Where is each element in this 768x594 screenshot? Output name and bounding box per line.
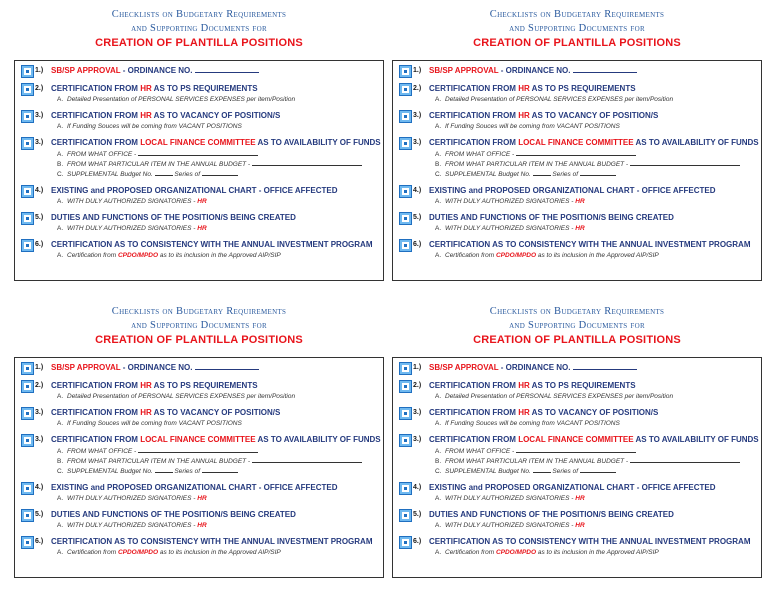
item-title: DUTIES AND FUNCTIONS OF THE POSITION/S BEING CREATED <box>51 510 296 519</box>
checklist-item-1 <box>21 362 377 374</box>
header-line-1: Checklists on Budgetary Requirements <box>489 9 665 20</box>
checklist-item-3 <box>399 407 755 428</box>
item-title: CERTIFICATION FROM HR AS TO PS REQUIREMENTS <box>429 381 636 390</box>
checklist-item-7 <box>399 239 755 260</box>
header-line-1: Checklists on Budgetary Requirements <box>111 306 287 317</box>
checklist-box <box>14 357 384 578</box>
item-sub-a: A. If Funding Souces will be coming from VACANT POSITIONS <box>57 123 242 130</box>
checklist-panel-top-left <box>14 8 384 281</box>
header-line-3: CREATION OF PLANTILLA POSITIONS <box>95 37 303 49</box>
item-number: 3.) <box>413 409 422 416</box>
checklist-item-4 <box>399 434 759 476</box>
item-number: 6.) <box>413 241 422 248</box>
item-sub-a: A. Certification from CPDO/MPDO as to its inclusion in the Approved AIP/SIP <box>435 252 659 259</box>
item-title: DUTIES AND FUNCTIONS OF THE POSITION/S BEING CREATED <box>429 510 674 519</box>
header-line-3: CREATION OF PLANTILLA POSITIONS <box>473 37 681 49</box>
item-number: 1.) <box>35 67 44 74</box>
item-number: 1.) <box>413 364 422 371</box>
blank-line <box>155 466 173 473</box>
checkbox-icon[interactable] <box>21 509 34 522</box>
item-sub-b: B. FROM WHAT PARTICULAR ITEM IN THE ANNUAL BUDGET - <box>51 159 377 169</box>
checkbox-icon[interactable] <box>399 407 412 420</box>
item-sub-a: A. If Funding Souces will be coming from VACANT POSITIONS <box>435 123 620 130</box>
item-sub-a: A. WITH DULY AUTHORIZED SIGNATORIES - HR <box>57 522 207 529</box>
item-number: 3.) <box>35 112 44 119</box>
checkbox-icon[interactable] <box>399 110 412 123</box>
item-number: 2.) <box>413 382 422 389</box>
item-number: 4.) <box>35 187 44 194</box>
checklist-item-6 <box>399 212 755 233</box>
item-sub-c: C. SUPPLEMENTAL Budget No. Series of <box>51 466 377 476</box>
item-number: 3.) <box>413 436 422 443</box>
checkbox-icon[interactable] <box>399 509 412 522</box>
checklist-item-4 <box>21 434 381 476</box>
checklist-item-3 <box>399 110 755 131</box>
blank-line <box>533 169 551 176</box>
checklist-item-1 <box>399 65 755 77</box>
checklist-header <box>14 305 384 347</box>
item-number: 3.) <box>413 112 422 119</box>
blank-line <box>630 456 740 463</box>
blank-line <box>580 466 616 473</box>
blank-line <box>202 169 238 176</box>
checkbox-icon[interactable] <box>399 65 412 78</box>
checklist-box <box>392 60 762 281</box>
blank-line <box>252 456 362 463</box>
checkbox-icon[interactable] <box>21 83 34 96</box>
item-sub-a: A. If Funding Souces will be coming from VACANT POSITIONS <box>57 420 242 427</box>
checklist-item-7 <box>399 536 755 557</box>
item-number: 6.) <box>413 538 422 545</box>
header-line-2: and Supporting Documents for <box>509 320 645 331</box>
item-title: CERTIFICATION FROM HR AS TO VACANCY OF POSITION/S <box>51 111 281 120</box>
item-number: 2.) <box>35 382 44 389</box>
checklist-panel-top-right <box>392 8 762 281</box>
item-number: 2.) <box>35 85 44 92</box>
checklist-item-7 <box>21 239 377 260</box>
item-sub-a: A. FROM WHAT OFFICE - <box>51 446 377 456</box>
checkbox-icon[interactable] <box>21 110 34 123</box>
item-title: CERTIFICATION AS TO CONSISTENCY WITH THE ANNUAL INVESTMENT PROGRAM <box>429 240 751 249</box>
item-sub-a: A. Detailed Presentation of PERSONAL SERVICES EXPENSES per item/Position <box>435 393 674 400</box>
checklist-header <box>392 305 762 347</box>
item-number: 3.) <box>35 436 44 443</box>
checklist-item-5 <box>21 482 377 503</box>
item-number: 5.) <box>35 511 44 518</box>
checklist-item-5 <box>399 185 755 206</box>
item-title: SB/SP APPROVAL - ORDINANCE NO. <box>51 65 377 77</box>
item-title: SB/SP APPROVAL - ORDINANCE NO. <box>51 362 377 374</box>
checklist-item-5 <box>399 482 755 503</box>
blank-line <box>573 362 637 370</box>
checkbox-icon[interactable] <box>21 239 34 252</box>
item-sub-a: A. WITH DULY AUTHORIZED SIGNATORIES - HR <box>57 495 207 502</box>
item-number: 6.) <box>35 241 44 248</box>
checklist-item-4 <box>399 137 759 179</box>
checkbox-icon[interactable] <box>399 362 412 375</box>
checklist-box <box>392 357 762 578</box>
checklist-panel-bottom-right <box>392 305 762 578</box>
item-sub-a: A. Certification from CPDO/MPDO as to its inclusion in the Approved AIP/SIP <box>57 252 281 259</box>
checkbox-icon[interactable] <box>399 239 412 252</box>
checkbox-icon[interactable] <box>399 482 412 495</box>
item-number: 2.) <box>413 85 422 92</box>
item-title: EXISTING and PROPOSED ORGANIZATIONAL CHART - OFFICE AFFECTED <box>51 186 338 195</box>
item-sub-a: A. FROM WHAT OFFICE - <box>429 446 755 456</box>
checklist-item-4 <box>21 137 381 179</box>
checkbox-icon[interactable] <box>399 83 412 96</box>
item-sub-a: A. Detailed Presentation of PERSONAL SERVICES EXPENSES per item/Position <box>435 96 674 103</box>
header-line-3: CREATION OF PLANTILLA POSITIONS <box>473 334 681 346</box>
item-sub-a: A. WITH DULY AUTHORIZED SIGNATORIES - HR <box>57 198 207 205</box>
item-number: 4.) <box>413 484 422 491</box>
item-title: CERTIFICATION FROM LOCAL FINANCE COMMITTEE AS TO AVAILABILITY OF FUNDS <box>429 138 759 147</box>
checklist-item-5 <box>21 185 377 206</box>
item-sub-a: A. WITH DULY AUTHORIZED SIGNATORIES - HR <box>57 225 207 232</box>
item-title: CERTIFICATION AS TO CONSISTENCY WITH THE ANNUAL INVESTMENT PROGRAM <box>51 240 373 249</box>
item-title: CERTIFICATION FROM HR AS TO VACANCY OF POSITION/S <box>51 408 281 417</box>
checkbox-icon[interactable] <box>399 536 412 549</box>
checkbox-icon[interactable] <box>21 137 34 150</box>
checkbox-icon[interactable] <box>399 380 412 393</box>
checkbox-icon[interactable] <box>21 482 34 495</box>
item-sub-c: C. SUPPLEMENTAL Budget No. Series of <box>51 169 377 179</box>
checklist-item-6 <box>21 509 377 530</box>
item-sub-b: B. FROM WHAT PARTICULAR ITEM IN THE ANNUAL BUDGET - <box>429 456 755 466</box>
checklist-header <box>14 8 384 50</box>
checkbox-icon[interactable] <box>21 65 34 78</box>
blank-line <box>155 169 173 176</box>
item-title: CERTIFICATION FROM LOCAL FINANCE COMMITTEE AS TO AVAILABILITY OF FUNDS <box>429 435 759 444</box>
checklist-item-2 <box>21 380 377 401</box>
item-title: CERTIFICATION FROM HR AS TO VACANCY OF POSITION/S <box>429 111 659 120</box>
checkbox-icon[interactable] <box>21 407 34 420</box>
item-sub-b: B. FROM WHAT PARTICULAR ITEM IN THE ANNUAL BUDGET - <box>51 456 377 466</box>
item-title: CERTIFICATION AS TO CONSISTENCY WITH THE ANNUAL INVESTMENT PROGRAM <box>51 537 373 546</box>
item-title: SB/SP APPROVAL - ORDINANCE NO. <box>429 362 755 374</box>
blank-line <box>252 159 362 166</box>
blank-line <box>202 466 238 473</box>
checklist-item-2 <box>399 83 755 104</box>
item-sub-a: A. WITH DULY AUTHORIZED SIGNATORIES - HR <box>435 522 585 529</box>
item-sub-b: B. FROM WHAT PARTICULAR ITEM IN THE ANNUAL BUDGET - <box>429 159 755 169</box>
item-title: SB/SP APPROVAL - ORDINANCE NO. <box>429 65 755 77</box>
blank-line <box>573 65 637 73</box>
checkbox-icon[interactable] <box>21 434 34 447</box>
item-sub-c: C. SUPPLEMENTAL Budget No. Series of <box>429 169 755 179</box>
item-title: EXISTING and PROPOSED ORGANIZATIONAL CHART - OFFICE AFFECTED <box>51 483 338 492</box>
item-number: 5.) <box>413 214 422 221</box>
checklist-item-3 <box>21 407 377 428</box>
item-sub-a: A. Detailed Presentation of PERSONAL SERVICES EXPENSES per item/Position <box>57 96 296 103</box>
blank-line <box>516 446 636 453</box>
item-sub-a: A. Certification from CPDO/MPDO as to its inclusion in the Approved AIP/SIP <box>435 549 659 556</box>
item-sub-a: A. FROM WHAT OFFICE - <box>51 149 377 159</box>
header-line-2: and Supporting Documents for <box>131 320 267 331</box>
item-title: CERTIFICATION FROM HR AS TO PS REQUIREMENTS <box>429 84 636 93</box>
item-sub-a: A. WITH DULY AUTHORIZED SIGNATORIES - HR <box>435 495 585 502</box>
header-line-3: CREATION OF PLANTILLA POSITIONS <box>95 334 303 346</box>
item-number: 1.) <box>413 67 422 74</box>
item-sub-a: A. FROM WHAT OFFICE - <box>429 149 755 159</box>
checklist-item-1 <box>21 65 377 77</box>
item-sub-a: A. If Funding Souces will be coming from VACANT POSITIONS <box>435 420 620 427</box>
checklist-panel-bottom-left <box>14 305 384 578</box>
checkbox-icon[interactable] <box>21 212 34 225</box>
blank-line <box>516 149 636 156</box>
item-sub-a: A. WITH DULY AUTHORIZED SIGNATORIES - HR <box>435 198 585 205</box>
blank-line <box>195 362 259 370</box>
item-number: 3.) <box>35 409 44 416</box>
checklist-item-7 <box>21 536 377 557</box>
checkbox-icon[interactable] <box>399 185 412 198</box>
item-number: 3.) <box>413 139 422 146</box>
header-line-1: Checklists on Budgetary Requirements <box>489 306 665 317</box>
checkbox-icon[interactable] <box>21 536 34 549</box>
item-title: EXISTING and PROPOSED ORGANIZATIONAL CHART - OFFICE AFFECTED <box>429 483 716 492</box>
item-title: CERTIFICATION FROM HR AS TO PS REQUIREMENTS <box>51 84 258 93</box>
item-title: CERTIFICATION FROM HR AS TO VACANCY OF POSITION/S <box>429 408 659 417</box>
checklist-item-3 <box>21 110 377 131</box>
item-number: 6.) <box>35 538 44 545</box>
item-title: EXISTING and PROPOSED ORGANIZATIONAL CHART - OFFICE AFFECTED <box>429 186 716 195</box>
item-title: CERTIFICATION AS TO CONSISTENCY WITH THE ANNUAL INVESTMENT PROGRAM <box>429 537 751 546</box>
blank-line <box>580 169 616 176</box>
checkbox-icon[interactable] <box>399 434 412 447</box>
checklist-item-2 <box>399 380 755 401</box>
blank-line <box>138 446 258 453</box>
item-number: 1.) <box>35 364 44 371</box>
checklist-header <box>392 8 762 50</box>
header-line-1: Checklists on Budgetary Requirements <box>111 9 287 20</box>
item-sub-a: A. Certification from CPDO/MPDO as to its inclusion in the Approved AIP/SIP <box>57 549 281 556</box>
item-title: DUTIES AND FUNCTIONS OF THE POSITION/S BEING CREATED <box>51 213 296 222</box>
item-sub-c: C. SUPPLEMENTAL Budget No. Series of <box>429 466 755 476</box>
item-number: 4.) <box>413 187 422 194</box>
item-number: 5.) <box>413 511 422 518</box>
item-number: 3.) <box>35 139 44 146</box>
header-line-2: and Supporting Documents for <box>131 23 267 34</box>
checklist-item-6 <box>21 212 377 233</box>
item-number: 5.) <box>35 214 44 221</box>
checklist-item-1 <box>399 362 755 374</box>
item-title: CERTIFICATION FROM LOCAL FINANCE COMMITTEE AS TO AVAILABILITY OF FUNDS <box>51 435 381 444</box>
blank-line <box>195 65 259 73</box>
checkbox-icon[interactable] <box>399 137 412 150</box>
checklist-box <box>14 60 384 281</box>
item-title: CERTIFICATION FROM HR AS TO PS REQUIREMENTS <box>51 381 258 390</box>
blank-line <box>138 149 258 156</box>
blank-line <box>630 159 740 166</box>
checkbox-icon[interactable] <box>399 212 412 225</box>
checkbox-icon[interactable] <box>21 185 34 198</box>
checklist-item-6 <box>399 509 755 530</box>
checkbox-icon[interactable] <box>21 362 34 375</box>
checkbox-icon[interactable] <box>21 380 34 393</box>
item-title: DUTIES AND FUNCTIONS OF THE POSITION/S BEING CREATED <box>429 213 674 222</box>
checklist-item-2 <box>21 83 377 104</box>
item-number: 4.) <box>35 484 44 491</box>
header-line-2: and Supporting Documents for <box>509 23 645 34</box>
blank-line <box>533 466 551 473</box>
item-title: CERTIFICATION FROM LOCAL FINANCE COMMITTEE AS TO AVAILABILITY OF FUNDS <box>51 138 381 147</box>
item-sub-a: A. Detailed Presentation of PERSONAL SERVICES EXPENSES per item/Position <box>57 393 296 400</box>
item-sub-a: A. WITH DULY AUTHORIZED SIGNATORIES - HR <box>435 225 585 232</box>
